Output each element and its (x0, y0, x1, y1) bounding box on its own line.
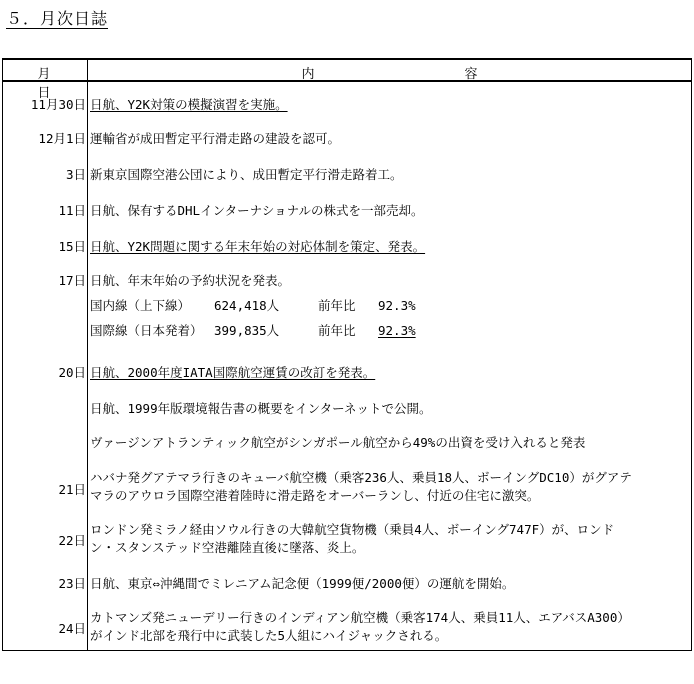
entry-text: 日航、年末年始の予約状況を発表。 (90, 273, 291, 288)
entry-text: 日航、Y2K問題に関する年末年始の対応体制を策定、発表。 (90, 239, 426, 254)
reservation-row-domestic (90, 296, 416, 314)
entry-text: カトマンズ発ニューデリー行きのインディアン航空機（乗客174人、乗員11人、エアバスA300） (90, 610, 630, 625)
header-date: 月日 (37, 67, 73, 101)
reservation-route: 国際線（日本発着） (90, 323, 203, 338)
entry-date: 20日 (58, 365, 86, 380)
reservation-row-international (90, 321, 416, 339)
entry-date: 11月30日 (30, 97, 86, 112)
entry-date: 3日 (65, 167, 86, 182)
page-title: ５．月次日誌 (6, 9, 109, 28)
entry-text: 日航、1999年版環境報告書の概要をインターネットで公開。 (90, 401, 432, 416)
entry-text: 運輸省が成田暫定平行滑走路の建設を認可。 (90, 131, 341, 146)
entry-text: 日航、東京⇔沖縄間でミレニアム記念便（1999便/2000便）の運航を開始。 (90, 576, 515, 591)
reservation-count: 399,835人 (214, 323, 280, 338)
entry-text: 日航、2000年度IATA国際航空運賃の改訂を発表。 (90, 365, 376, 380)
header-content: 内容 (301, 67, 628, 82)
entry-text: 新東京国際空港公団により、成田暫定平行滑走路着工。 (90, 167, 403, 182)
entry-text: マラのアウロラ国際空港着陸時に滑走路をオーバーランし、付近の住宅に激突。 (90, 488, 540, 503)
entry-text: 日航、保有するDHLインターナショナルの株式を一部売却。 (90, 203, 424, 218)
entry-date: 12月1日 (38, 131, 86, 146)
entry-date: 11日 (58, 203, 86, 218)
entry-date: 21日 (58, 482, 86, 497)
entry-text: がインド北部を飛行中に武装した5人組にハイジャックされる。 (90, 628, 448, 643)
entry-date: 24日 (58, 621, 86, 636)
reservation-ratio: 92.3% (378, 298, 416, 313)
entry-text: ン・スタンステッド空港離陸直後に墜落、炎上。 (90, 540, 365, 555)
entry-date: 15日 (58, 239, 86, 254)
entry-text: 日航、Y2K対策の模擬演習を実施。 (90, 97, 288, 112)
reservation-ratio: 92.3% (378, 323, 416, 338)
entry-date: 22日 (58, 533, 86, 548)
entry-date: 17日 (58, 273, 86, 288)
entry-text: ヴァージンアトランティック航空がシンガポール航空から49%の出資を受け入れると発表 (90, 435, 586, 450)
entry-text: ハバナ発グアテマラ行きのキューバ航空機（乗客236人、乗員18人、ボーイングDC10）がグアテ (90, 470, 632, 485)
column-divider (87, 60, 88, 650)
header-divider (3, 80, 691, 82)
reservation-count: 624,418人 (214, 298, 280, 313)
reservation-label: 前年比 (318, 298, 356, 313)
monthly-log-table (2, 58, 692, 651)
entry-date: 23日 (58, 576, 86, 591)
reservation-label: 前年比 (318, 323, 356, 338)
reservation-route: 国内線（上下線） (90, 298, 191, 313)
entry-text: ロンドン発ミラノ経由ソウル行きの大韓航空貨物機（乗員4人、ボーイング747F）が、ロンド (90, 522, 615, 537)
